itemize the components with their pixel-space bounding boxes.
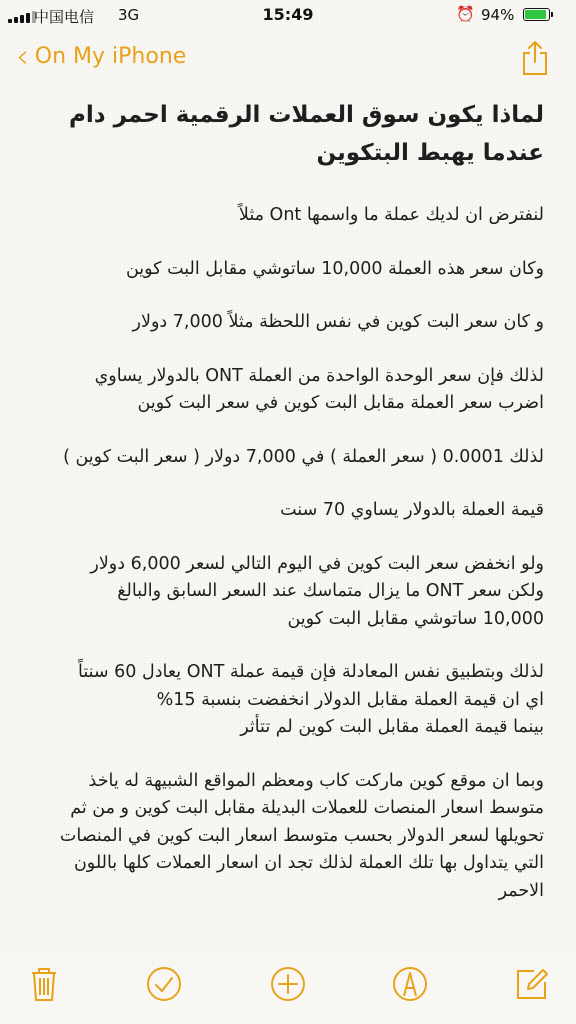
battery-percentage: 94%: [481, 6, 515, 24]
note-line: الاحمر: [498, 880, 544, 901]
bottom-toolbar: [0, 948, 576, 1024]
note-body[interactable]: [24, 96, 544, 931]
note-line: لذلك 0.0001 ( سعر العملة ) في 7,000 دولار ( سعر البت كوين ): [63, 446, 544, 467]
note-title: لماذا يكون سوق العملات الرقمية احمر دام عندما يهبط البتكوين: [69, 102, 544, 166]
note-line: متوسط اسعار المنصات للعملات البديلة مقابل البت كوين و من ثم: [70, 798, 544, 818]
compose-icon[interactable]: [512, 964, 552, 1004]
navigation-bar: [0, 36, 576, 80]
clock: 15:49: [262, 5, 314, 24]
note-line: اي ان قيمة العملة مقابل الدولار انخفضت بنسبة 15%: [156, 689, 544, 710]
note-line: قيمة العملة بالدولار يساوي 70 سنت: [280, 500, 544, 520]
note-paragraph: [24, 256, 544, 284]
chevron-left-icon: ‹: [16, 37, 29, 75]
note-paragraph: [24, 363, 544, 418]
share-icon[interactable]: [520, 40, 550, 76]
note-paragraph: [24, 309, 544, 337]
note-line: وبما ان موقع كوين ماركت كاب ومعظم المواقع الشبيهة له ياخذ: [88, 770, 544, 791]
note-line: وكان سعر هذه العملة 10,000 ساتوشي مقابل البت كوين: [125, 258, 544, 279]
note-paragraph: [24, 551, 544, 634]
note-line: 10,000 ساتوشي مقابل البت كوين: [287, 608, 544, 629]
carrier-name: 中国电信: [34, 8, 95, 26]
status-bar: [0, 0, 576, 32]
note-paragraph: [24, 202, 544, 230]
note-line: لنفترض ان لديك عملة ما واسمها Ont مثلاً: [238, 205, 544, 225]
checklist-icon[interactable]: [144, 964, 184, 1004]
note-line: ولو انخفض سعر البت كوين في اليوم التالي لسعر 6,000 دولار: [90, 553, 544, 574]
note-paragraph: [24, 444, 544, 472]
note-paragraph: [24, 497, 544, 525]
note-line: تحويلها لسعر الدولار بحسب متوسط اسعار البت كوين في المنصات: [59, 825, 544, 846]
note-paragraph: [24, 768, 544, 906]
trash-icon[interactable]: [24, 964, 64, 1004]
note-line: اضرب سعر العملة مقابل البت كوين في سعر البت كوين: [137, 393, 544, 413]
network-type: 3G: [118, 6, 140, 24]
note-paragraphs: [24, 202, 544, 905]
back-button[interactable]: [16, 37, 187, 75]
note-line: و كان سعر البت كوين في نفس اللحظة مثلاً 7,000 دولار: [132, 312, 544, 332]
note-line: بينما قيمة العملة مقابل البت كوين لم تتأثر: [240, 717, 544, 737]
sketch-icon[interactable]: [390, 964, 430, 1004]
battery-icon: [523, 8, 550, 21]
alarm-icon: ⏰: [456, 5, 475, 23]
add-icon[interactable]: [268, 964, 308, 1004]
back-button-label: On My iPhone: [34, 43, 187, 69]
note-line: لذلك فإن سعر الوحدة الواحدة من العملة ONT بالدولار يساوي: [94, 365, 544, 386]
note-line: التي يتداول بها تلك العملة لذلك تجد ان اسعار العملات كلها باللون: [73, 853, 544, 873]
note-paragraph: [24, 659, 544, 742]
note-line: لذلك وبتطبيق نفس المعادلة فإن قيمة عملة ONT يعادل 60 سنتاً: [78, 662, 544, 682]
note-line: ولكن سعر ONT ما يزال متماسك عند السعر السابق والبالغ: [117, 581, 544, 601]
